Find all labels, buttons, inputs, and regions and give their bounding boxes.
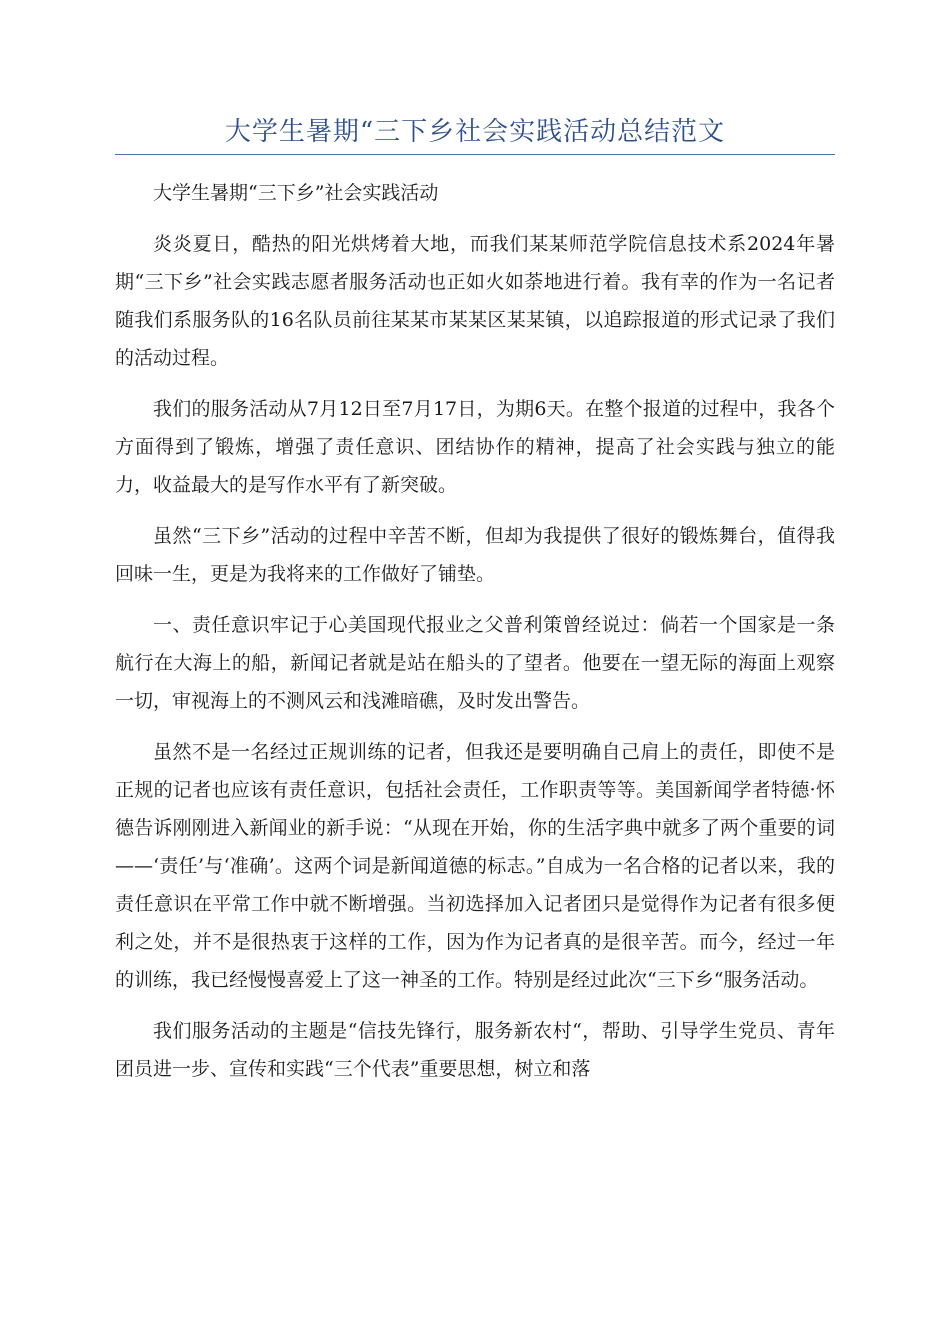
title-underline xyxy=(115,154,835,155)
paragraph: 虽然“三下乡”活动的过程中辛苦不断，但却为我提供了很好的锻炼舞台，值得我回味一生，更是为我将来的工作做好了铺垫。 xyxy=(115,525,835,585)
document-title: 大学生暑期“三下乡社会实践活动总结范文 xyxy=(224,117,726,147)
paragraph: 一、责任意识牢记于心美国现代报业之父普利策曾经说过：倘若一个国家是一条航行在大海上的船，新闻记者就是站在船头的了望者。他要在一望无际的海面上观察一切，审视海上的不测风云和浅滩暗礁，及时发出警告。 xyxy=(115,614,835,712)
paragraph: 我们的服务活动从7月12日至7月17日，为期6天。在整个报道的过程中，我各个方面得到了锻炼，增强了责任意识、团结协作的精神，提高了社会实践与独立的能力，收益最大的是写作水平有了新突破。 xyxy=(115,398,835,496)
document-body xyxy=(115,174,835,1101)
paragraph: 虽然不是一名经过正规训练的记者，但我还是要明确自己肩上的责任，即使不是正规的记者也应该有责任意识，包括社会责任，工作职责等等。美国新闻学者特德·怀德告诉刚刚进入新闻业的新手说：“从现在开始，你的生活字典中就多了两个重要的词——‘责任’与‘准确’。这两个词是新闻道德的标志。”自成为一名合格的记者以来，我的责任意识在平常工作中就不断增强。当初选择加入记者团只是觉得作为记者有很多便利之处，并不是很热衷于这样的工作，因为作为记者真的是很辛苦。而今，经过一年的训练，我已经慢慢喜爱上了这一神圣的工作。特别是经过此次“三下乡“服务活动。 xyxy=(115,741,835,991)
paragraph: 我们服务活动的主题是“信技先锋行，服务新农村“，帮助、引导学生党员、青年团员进一步、宣传和实践“三个代表”重要思想，树立和落 xyxy=(115,1020,835,1080)
paragraph-subtitle: 大学生暑期“三下乡”社会实践活动 xyxy=(153,182,439,204)
paragraph: 炎炎夏日，酷热的阳光烘烤着大地，而我们某某师范学院信息技术系2024年暑期“三下乡”社会实践志愿者服务活动也正如火如荼地进行着。我有幸的作为一名记者随我们系服务队的16名队员前往某某市某某区某某镇，以追踪报道的形式记录了我们的活动过程。 xyxy=(115,233,835,369)
